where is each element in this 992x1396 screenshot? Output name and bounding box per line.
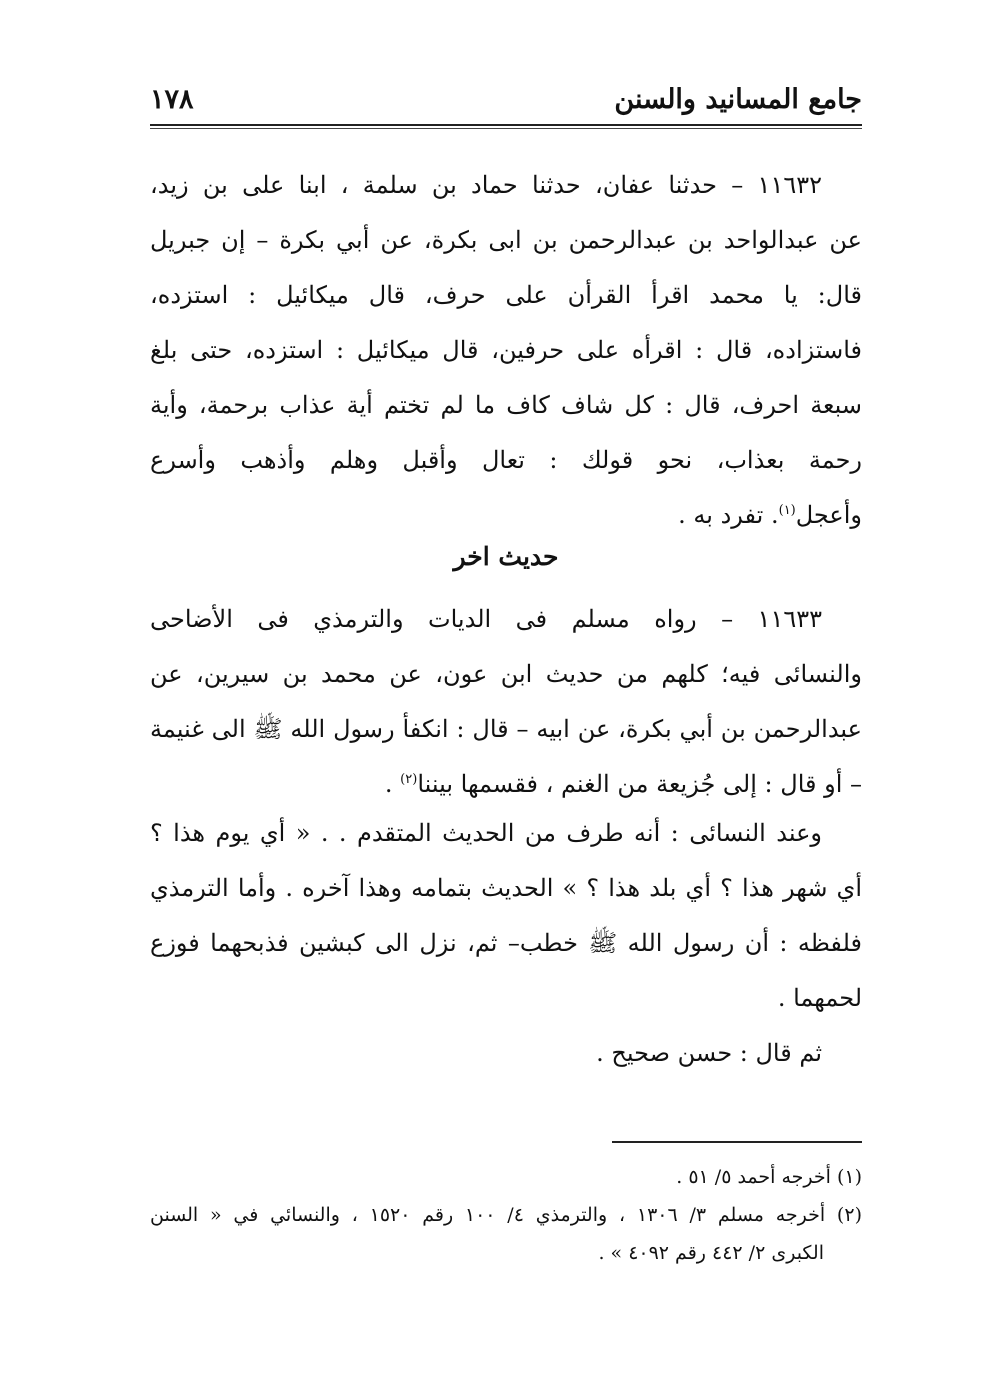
header-rule	[150, 124, 862, 126]
text-line: سبعة احرف، قال : كل شاف كاف ما لم تختم أية عذاب برحمة، وأية	[150, 391, 862, 419]
footnotes	[150, 1158, 862, 1272]
text-line: والنسائى فيه؛ كلهم من حديث ابن عون، عن محمد بن سيرين، عن	[150, 660, 862, 688]
footnote-2-continued: الكبرى ٢/ ٤٤٢ رقم ٤٠٩٢ » .	[598, 1242, 824, 1264]
footnote-separator	[612, 1141, 862, 1143]
text-line: ١١٦٣٢ – حدثنا عفان، حدثنا حماد بن سلمة ، ابنا على بن زيد،	[150, 171, 822, 199]
text-segment: وأعجل	[795, 501, 862, 529]
page-number: ١٧٨	[150, 84, 194, 115]
text-line: لحمهما .	[777, 984, 862, 1012]
hadith-paragraph-11633	[150, 592, 862, 812]
text-line: ثم قال : حسن صحيح .	[596, 1039, 822, 1067]
text-line: فاستزاده، قال : اقرأه على حرفين، قال ميكائيل : استزده، حتى بلغ	[150, 336, 862, 364]
footnote-2: (٢) أخرجه مسلم ٣/ ١٣٠٦ ، والترمذي ٤/ ١٠٠ رقم ١٥٢٠ ، والنسائي في « السنن	[150, 1204, 862, 1226]
page-header	[150, 82, 862, 122]
book-page	[150, 0, 862, 1396]
footnote-1: (١) أخرجه أحمد ٥/ ٥١ .	[676, 1166, 862, 1188]
text-line: فلفظه : أن رسول الله ﷺ خطب– ثم، نزل الى كبشين فذبحهما فوزع	[150, 929, 862, 957]
text-segment: .	[384, 770, 401, 798]
text-line	[150, 757, 862, 812]
text-line: عن عبدالواحد بن عبدالرحمن بن ابى بكرة، عن أبي بكرة – إن جبريل	[150, 226, 862, 254]
text-line: وعند النسائى : أنه طرف من الحديث المتقدم . . « أي يوم هذا ؟	[150, 819, 822, 847]
text-line: قال: يا محمد اقرأ القرأن على حرف، قال ميكائيل : استزده،	[150, 281, 862, 309]
header-rule-thin	[150, 128, 862, 129]
footnote-ref: (٢)	[400, 772, 418, 787]
text-line: ١١٦٣٣ – رواه مسلم فى الديات والترمذي فى الأضاحى	[150, 605, 822, 633]
running-title: جامع المسانيد والسنن	[614, 84, 862, 115]
text-line: رحمة بعذاب، نحو قولك : تعال وأقبل وهلم وأذهب وأسرع	[150, 446, 862, 474]
nasai-paragraph	[150, 806, 862, 1026]
footnote-ref: (١)	[778, 503, 796, 518]
section-heading: حديث اخر	[453, 542, 559, 571]
text-segment: – أو قال : إلى جُزيعة من الغنم ، فقسمها بيننا	[417, 770, 862, 798]
text-line: أي شهر هذا ؟ أي بلد هذا ؟ » الحديث بتمامه وهذا آخره . وأما الترمذي	[150, 874, 862, 902]
text-line: عبدالرحمن بن أبي بكرة، عن ابيه – قال : انكفأ رسول الله ﷺ الى غنيمة	[150, 715, 862, 743]
hadith-paragraph-11632	[150, 158, 862, 543]
grading-paragraph	[150, 1026, 862, 1081]
text-segment: . تفرد به .	[678, 501, 779, 529]
